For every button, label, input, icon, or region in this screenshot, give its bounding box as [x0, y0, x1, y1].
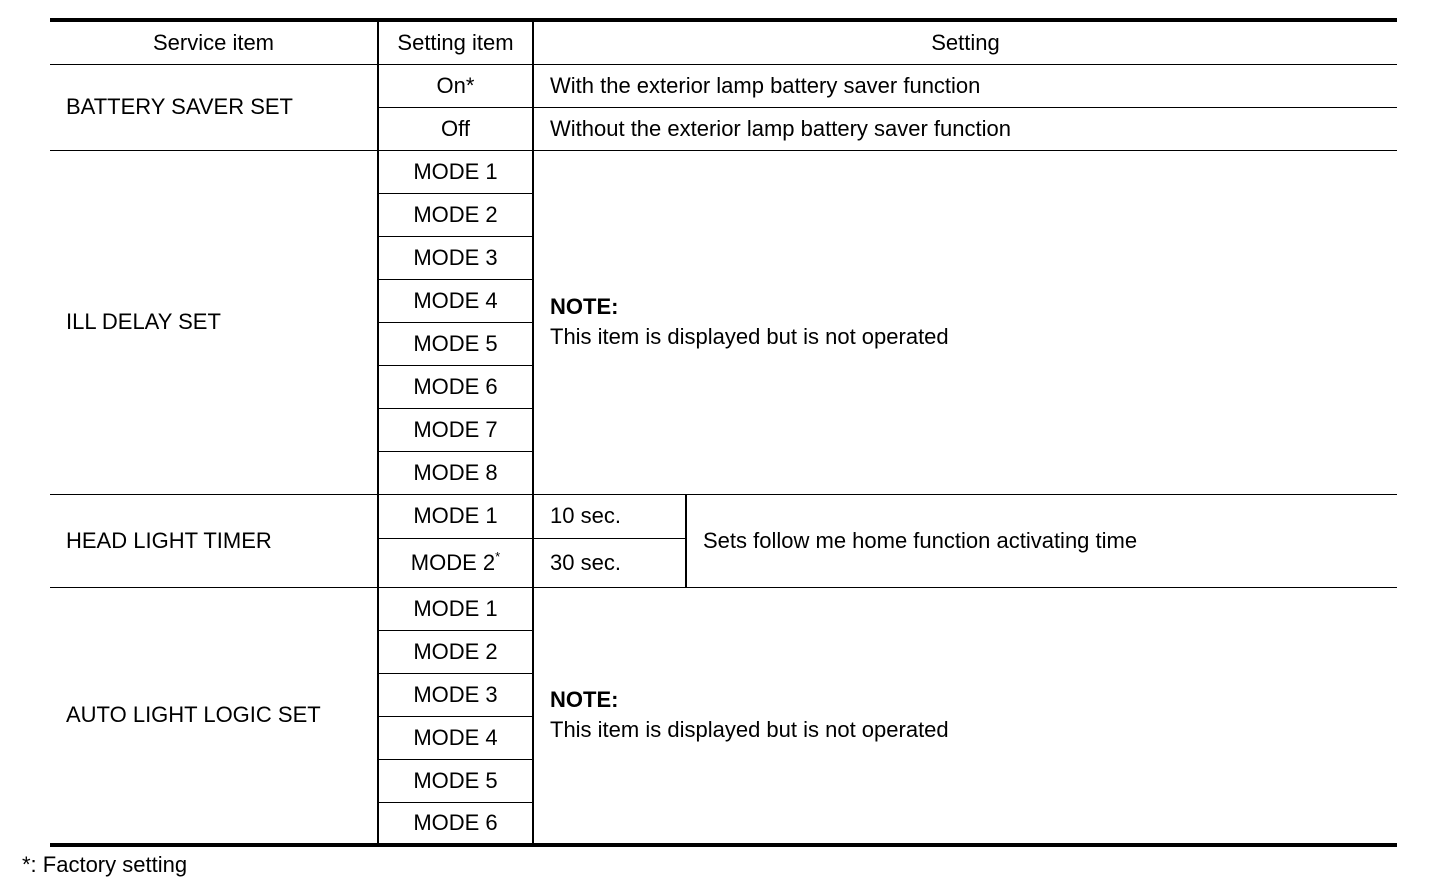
- header-service-item: Service item: [50, 20, 378, 64]
- header-setting: Setting: [533, 20, 1397, 64]
- service-battery-saver: BATTERY SAVER SET: [50, 64, 378, 150]
- ill-mode-6: MODE 6: [378, 365, 533, 408]
- auto-mode-6: MODE 6: [378, 802, 533, 845]
- ill-delay-note: [533, 150, 1397, 494]
- timer-value-1: 10 sec.: [533, 494, 686, 538]
- note-label: NOTE:: [550, 294, 619, 319]
- timer-mode-1: MODE 1: [378, 494, 533, 538]
- auto-mode-3: MODE 3: [378, 673, 533, 716]
- table-row: [50, 150, 1397, 193]
- ill-mode-2: MODE 2: [378, 193, 533, 236]
- timer-mode-2-label: MODE 2: [410, 549, 496, 575]
- factory-asterisk: *: [495, 548, 501, 564]
- note-label: NOTE:: [550, 687, 619, 713]
- table-row: [50, 64, 1397, 107]
- ill-mode-3: MODE 3: [378, 236, 533, 279]
- auto-mode-4: MODE 4: [378, 716, 533, 759]
- timer-value-2: 30 sec.: [533, 538, 686, 587]
- setting-off-description: Without the exterior lamp battery saver function: [533, 107, 1397, 150]
- service-settings-table: [50, 18, 1397, 847]
- auto-mode-1: MODE 1: [378, 587, 533, 630]
- header-setting-item: Setting item: [378, 20, 533, 64]
- service-ill-delay: ILL DELAY SET: [50, 150, 378, 494]
- ill-mode-7: MODE 7: [378, 408, 533, 451]
- auto-mode-2: MODE 2: [378, 630, 533, 673]
- footnote-factory-setting: *: Factory setting: [22, 852, 188, 877]
- ill-mode-1: MODE 1: [378, 150, 533, 193]
- setting-item-off: Off: [378, 107, 533, 150]
- timer-description: Sets follow me home function activating time: [686, 494, 1397, 587]
- auto-mode-5: MODE 5: [378, 759, 533, 802]
- service-auto-light-logic: AUTO LIGHT LOGIC SET: [50, 587, 378, 845]
- setting-on-description: With the exterior lamp battery saver function: [533, 64, 1397, 107]
- timer-mode-2: [378, 538, 533, 587]
- ill-mode-5: MODE 5: [378, 322, 533, 365]
- ill-mode-8: MODE 8: [378, 451, 533, 494]
- table-row: [50, 587, 1397, 630]
- header-row: [50, 20, 1397, 64]
- ill-mode-4: MODE 4: [378, 279, 533, 322]
- note-text: This item is displayed but is not operated: [550, 324, 949, 349]
- setting-item-on: On*: [378, 64, 533, 107]
- note-text: This item is displayed but is not operated: [550, 717, 949, 743]
- table-row: [50, 494, 1397, 538]
- auto-light-note: [533, 587, 1397, 845]
- service-head-light-timer: HEAD LIGHT TIMER: [50, 494, 378, 587]
